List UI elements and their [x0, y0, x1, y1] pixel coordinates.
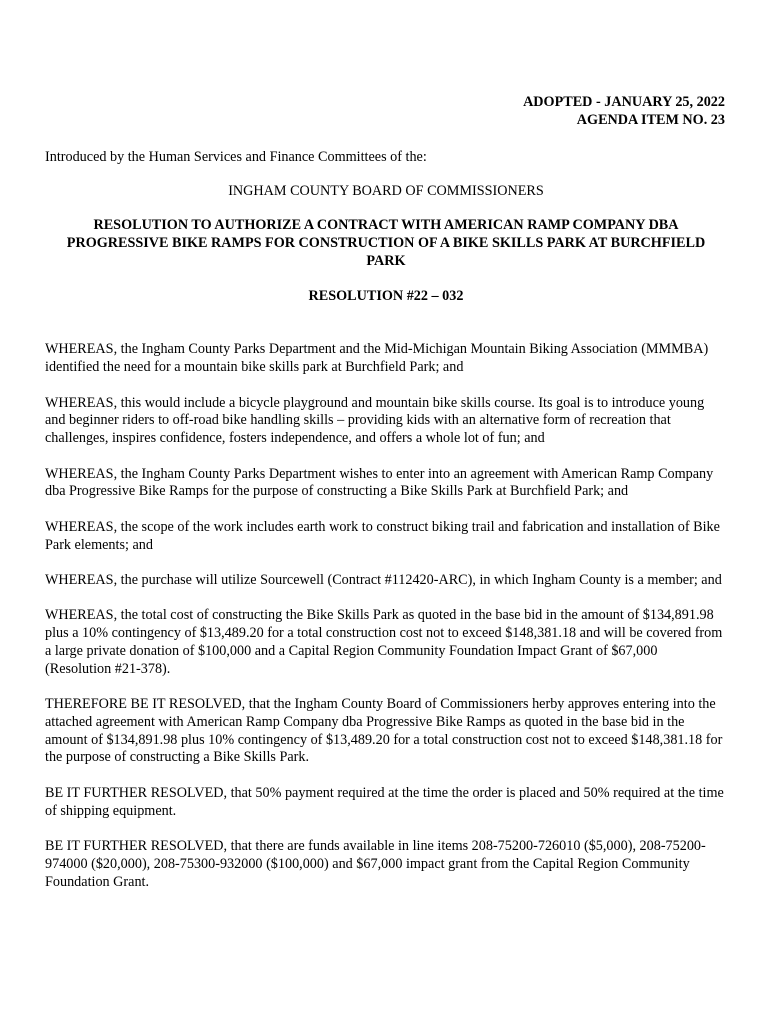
- adopted-date: ADOPTED - JANUARY 25, 2022: [523, 94, 725, 110]
- further-resolved-paragraph: BE IT FURTHER RESOLVED, that 50% payment required at the time the order is placed and 50% required at the time of shipping equipment.: [45, 784, 724, 819]
- agenda-item-number: AGENDA ITEM NO. 23: [576, 111, 725, 128]
- document-page: [45, 94, 727, 891]
- whereas-paragraph: WHEREAS, the Ingham County Parks Department wishes to enter into an agreement with American Ramp Company dba Progressive Bike Ramps for the purpose of constructing a Bike Skills Park at Burchfield Park; and: [45, 465, 714, 500]
- whereas-paragraph: WHEREAS, the Ingham County Parks Department and the Mid-Michigan Mountain Biking Association (MMMBA) identified the need for a mountain bike skills park at Burchfield Park; and: [45, 341, 709, 376]
- intro-line: Introduced by the Human Services and Finance Committees of the:: [45, 148, 427, 165]
- whereas-paragraph: WHEREAS, the purchase will utilize Sourcewell (Contract #112420-ARC), in which Ingham County is a member; and: [45, 571, 722, 588]
- whereas-paragraph: WHEREAS, the scope of the work includes earth work to construct biking trail and fabrication and installation of Bike Park elements; and: [45, 518, 720, 553]
- further-resolved-paragraph: BE IT FURTHER RESOLVED, that there are funds available in line items 208-75200-726010 ($5,000), 208-75200-974000 ($20,000), 208-75300-932000 ($100,000) and $67,000 impact grant from the Capital Region Community Foundation Grant.: [45, 838, 706, 890]
- whereas-paragraph: WHEREAS, this would include a bicycle playground and mountain bike skills course. Its goal is to introduce young and beginner riders to off-road bike handling skills – providing kids with an alternative form of recreation that challenges, inspires confidence, fosters independence, and offers a whole lot of fun; and: [45, 394, 705, 447]
- resolved-paragraph: THEREFORE BE IT RESOLVED, that the Ingham County Board of Commissioners herby approves entering into the attached agreement with American Ramp Company dba Progressive Bike Ramps as quoted in the base bid in the amount of $134,891.98 plus 10% contingency of $13,489.20 for a total construction cost not to exceed $148,381.18 for the purpose of constructing a Bike Skills Park.: [45, 696, 723, 766]
- board-name: INGHAM COUNTY BOARD OF COMMISSIONERS: [228, 183, 544, 200]
- whereas-paragraph: WHEREAS, the total cost of constructing the Bike Skills Park as quoted in the base bid in the amount of $134,891.98 plus a 10% contingency of $13,489.20 for a total construction cost not to exceed $148,381.18 and will be covered from a large private donation of $100,000 and a Capital Region Community Foundation Impact Grant of $67,000 (Resolution #21-378).: [45, 607, 723, 677]
- resolution-number: RESOLUTION #22 – 032: [308, 287, 464, 304]
- document-header: [45, 94, 727, 130]
- resolution-title: RESOLUTION TO AUTHORIZE A CONTRACT WITH AMERICAN RAMP COMPANY DBA PROGRESSIVE BIKE RAMPS FOR CONSTRUCTION OF A BIKE SKILLS PARK AT BURCHFIELD PARK: [66, 217, 706, 269]
